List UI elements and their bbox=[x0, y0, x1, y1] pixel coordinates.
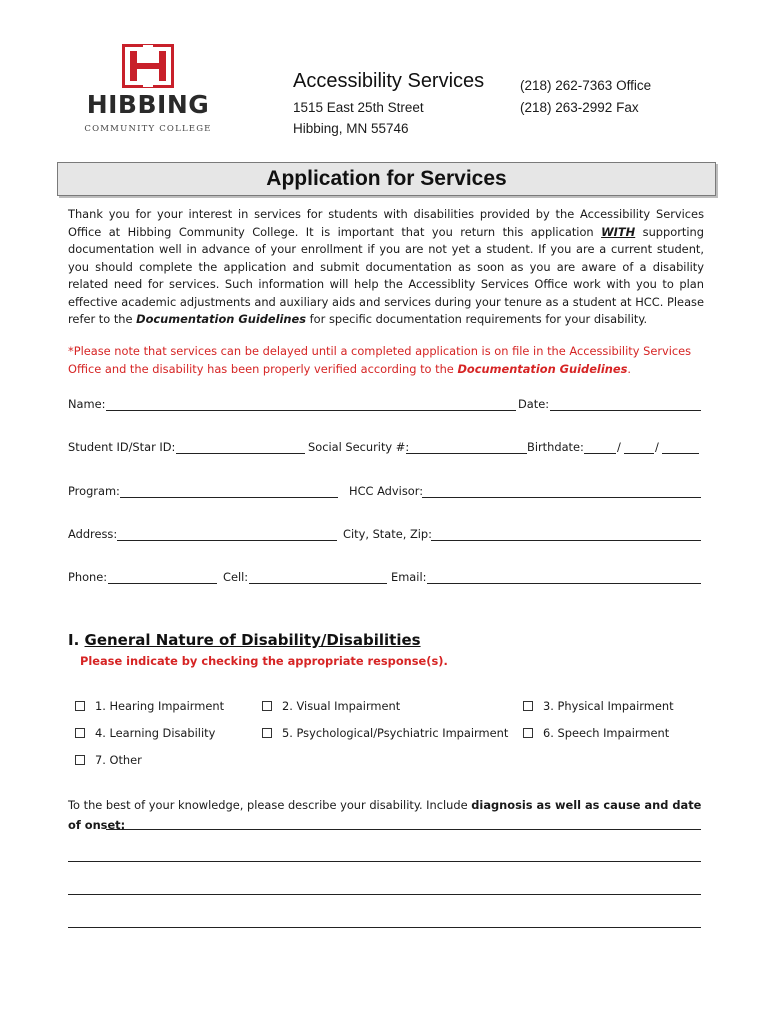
email-field[interactable] bbox=[427, 583, 701, 584]
student-id-label: Student ID/Star ID: bbox=[68, 440, 176, 454]
checkbox-physical[interactable]: 3. Physical Impairment bbox=[523, 699, 674, 713]
birth-month-field[interactable] bbox=[584, 453, 616, 454]
address-label: Address: bbox=[68, 527, 118, 541]
program-field[interactable] bbox=[120, 497, 338, 498]
documentation-guidelines-ref: Documentation Guidelines bbox=[136, 312, 307, 326]
birth-year-field[interactable] bbox=[662, 453, 699, 454]
checkbox-hearing[interactable]: 1. Hearing Impairment bbox=[75, 699, 224, 713]
office-name: Accessibility Services bbox=[293, 70, 485, 92]
office-street: 1515 East 25th Street bbox=[293, 100, 424, 115]
describe-line-1[interactable] bbox=[106, 829, 701, 830]
section-heading: I. General Nature of Disability/Disabilities bbox=[68, 631, 421, 649]
college-logo-icon bbox=[122, 44, 174, 88]
intro-paragraph: Thank you for your interest in services for students with disabilities provided by the Accessibility Services Office at Hibbing Community College. It is important that you return this application WITH supporting documentation well in advance of your enrollment if you are not yet a student. If you are a current student, you should complete the application and submit documentation as soon as you are aware of a disability related need for services. Such information will help the Accessiblity Services Office work with you to plan effective academic adjustments and auxiliary aids and services during your tenure as a student at HCC. Please refer to the Documentation Guidelines for specific documentation requirements for your disability. bbox=[68, 207, 704, 326]
birth-day-field[interactable] bbox=[624, 453, 654, 454]
title-banner bbox=[57, 162, 716, 196]
address-field[interactable] bbox=[117, 540, 337, 541]
checkbox-icon[interactable] bbox=[523, 728, 533, 738]
with-emphasis: WITH bbox=[601, 224, 636, 239]
page-title: Application for Services bbox=[266, 167, 507, 190]
cell-label: Cell: bbox=[223, 570, 249, 584]
advisor-field[interactable] bbox=[422, 497, 701, 498]
checkbox-icon[interactable] bbox=[75, 755, 85, 765]
ssn-field[interactable] bbox=[406, 453, 527, 454]
phone-field[interactable] bbox=[108, 583, 217, 584]
section-instruction: Please indicate by checking the appropriate response(s). bbox=[80, 654, 448, 668]
checkbox-icon[interactable] bbox=[262, 728, 272, 738]
date-slash: / bbox=[655, 440, 659, 454]
ssn-label: Social Security #: bbox=[308, 440, 410, 454]
checkbox-visual[interactable]: 2. Visual Impairment bbox=[262, 699, 400, 713]
name-field[interactable] bbox=[106, 410, 516, 411]
city-state-zip-field[interactable] bbox=[431, 540, 701, 541]
delay-note: *Please note that services can be delayed until a completed application is on file in the Accessibility Services Office and the disability has been properly verified according to the Documentation Guidelines. bbox=[68, 344, 692, 376]
date-label: Date: bbox=[518, 397, 550, 411]
office-city: Hibbing, MN 55746 bbox=[293, 121, 409, 136]
checkbox-psychological[interactable]: 5. Psychological/Psychiatric Impairment bbox=[262, 726, 508, 740]
checkbox-speech[interactable]: 6. Speech Impairment bbox=[523, 726, 669, 740]
office-fax: (218) 263-2992 Fax bbox=[520, 100, 639, 115]
student-id-field[interactable] bbox=[176, 453, 305, 454]
checkbox-icon[interactable] bbox=[523, 701, 533, 711]
describe-line-2[interactable] bbox=[68, 861, 701, 862]
name-label: Name: bbox=[68, 397, 106, 411]
logo-subtitle: COMMUNITY COLLEGE bbox=[84, 124, 212, 134]
checkbox-icon[interactable] bbox=[262, 701, 272, 711]
office-phone: (218) 262-7363 Office bbox=[520, 78, 652, 93]
logo-wordmark: HIBBING bbox=[86, 90, 210, 119]
checkbox-icon[interactable] bbox=[75, 728, 85, 738]
birthdate-label: Birthdate: bbox=[527, 440, 584, 454]
email-label: Email: bbox=[391, 570, 427, 584]
checkbox-other[interactable]: 7. Other bbox=[75, 753, 142, 767]
advisor-label: HCC Advisor: bbox=[349, 484, 424, 498]
describe-line-3[interactable] bbox=[68, 894, 701, 895]
phone-label: Phone: bbox=[68, 570, 108, 584]
date-slash: / bbox=[617, 440, 621, 454]
program-label: Program: bbox=[68, 484, 120, 498]
date-field[interactable] bbox=[550, 410, 701, 411]
describe-prompt: To the best of your knowledge, please describe your disability. Include diagnosis as well as cause and date of onset: bbox=[68, 798, 702, 832]
city-state-zip-label: City, State, Zip: bbox=[343, 527, 432, 541]
describe-line-4[interactable] bbox=[68, 927, 701, 928]
checkbox-icon[interactable] bbox=[75, 701, 85, 711]
checkbox-learning[interactable]: 4. Learning Disability bbox=[75, 726, 215, 740]
documentation-guidelines-ref: Documentation Guidelines bbox=[457, 361, 628, 376]
cell-field[interactable] bbox=[249, 583, 387, 584]
